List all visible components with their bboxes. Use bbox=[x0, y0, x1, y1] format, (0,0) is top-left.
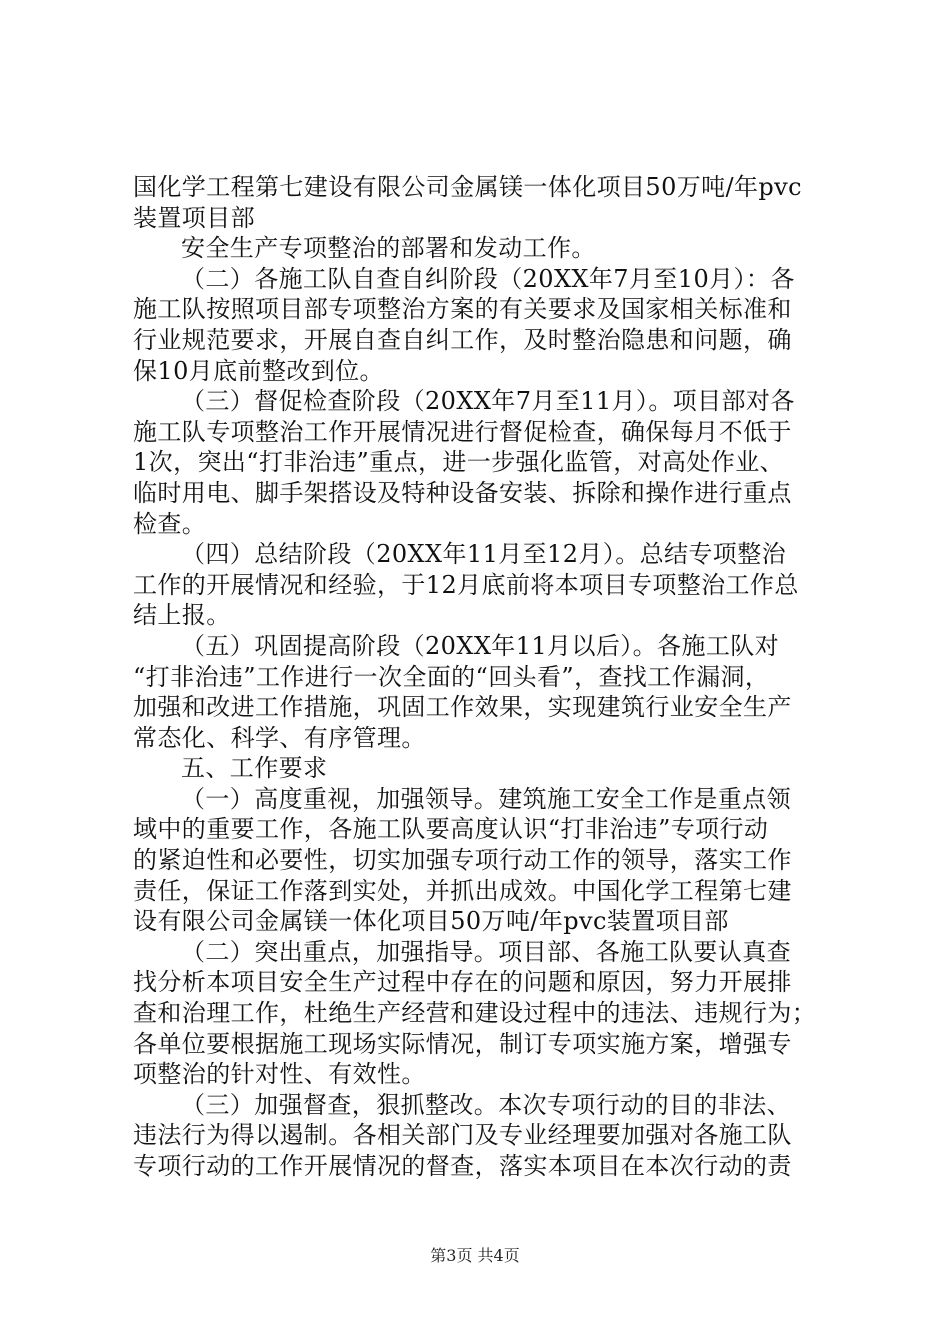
paragraph-line: （二）突出重点，加强指导。项目部、各施工队要认真查 bbox=[181, 937, 791, 966]
text-line: 设有限公司金属镁一体化项目50万吨/年pvc装置项目部 bbox=[133, 907, 729, 936]
text-line: 施工队按照项目部专项整治方案的有关要求及国家相关标准和 bbox=[133, 295, 792, 324]
text-line: 施工队专项整治工作开展情况进行督促检查，确保每月不低于 bbox=[133, 417, 792, 446]
text-line: 常态化、科学、有序管理。 bbox=[133, 723, 426, 752]
paragraph-line: （四）总结阶段（20XX年11月至12月）。总结专项整治 bbox=[181, 540, 786, 569]
text-line: 项整治的针对性、有效性。 bbox=[133, 1060, 426, 1089]
section-heading: 五、工作要求 bbox=[181, 754, 328, 783]
text-line: 工作的开展情况和经验，于12月底前将本项目专项整治工作总 bbox=[133, 570, 799, 599]
text-line: 国化学工程第七建设有限公司金属镁一体化项目50万吨/年pvc bbox=[133, 173, 802, 201]
text-line: 结上报。 bbox=[133, 601, 231, 630]
text-line: 加强和改进工作措施，巩固工作效果，实现建筑行业安全生产 bbox=[133, 693, 792, 722]
paragraph-line: （三）加强督查，狠抓整改。本次专项行动的目的非法、 bbox=[181, 1090, 791, 1119]
paragraph-line: （一）高度重视，加强领导。建筑施工安全工作是重点领 bbox=[181, 784, 791, 813]
paragraph-line: （三）督促检查阶段（20XX年7月至11月）。项目部对各 bbox=[181, 387, 795, 416]
document-body bbox=[133, 172, 823, 1182]
text-line: 保10月底前整改到位。 bbox=[133, 356, 384, 385]
text-line: 专项行动的工作开展情况的督查，落实本项目在本次行动的责 bbox=[133, 1152, 792, 1180]
text-line: “打非治违”工作进行一次全面的“回头看”，查找工作漏洞， bbox=[133, 662, 770, 691]
text-line: 行业规范要求，开展自查自纠工作，及时整治隐患和问题，确 bbox=[133, 325, 792, 354]
text-line: 1次，突出“打非治违”重点，进一步强化监管，对高处作业、 bbox=[133, 448, 785, 477]
text-line: 装置项目部 bbox=[133, 203, 255, 232]
text-line: 检查。 bbox=[133, 509, 207, 538]
text-line: 各单位要根据施工现场实际情况，制订专项实施方案，增强专 bbox=[133, 1029, 792, 1058]
page-number-footer: 第3页 共4页 bbox=[430, 1246, 520, 1265]
text-line: 域中的重要工作，各施工队要高度认识“打非治违”专项行动 bbox=[133, 815, 769, 844]
text-line: 的紧迫性和必要性，切实加强专项行动工作的领导，落实工作 bbox=[133, 846, 792, 875]
text-line: 违法行为得以遏制。各相关部门及专业经理要加强对各施工队 bbox=[133, 1121, 792, 1150]
paragraph-line: （二）各施工队自查自纠阶段（20XX年7月至10月）：各 bbox=[181, 264, 795, 293]
paragraph-line: 安全生产专项整治的部署和发动工作。 bbox=[181, 234, 596, 263]
text-line: 找分析本项目安全生产过程中存在的问题和原因，努力开展排 bbox=[133, 968, 792, 997]
text-line: 责任，保证工作落到实处，并抓出成效。中国化学工程第七建 bbox=[133, 876, 792, 905]
text-line: 查和治理工作，杜绝生产经营和建设过程中的违法、违规行为； bbox=[133, 999, 817, 1028]
text-line: 临时用电、脚手架搭设及特种设备安装、拆除和操作进行重点 bbox=[133, 478, 792, 507]
paragraph-line: （五）巩固提高阶段（20XX年11月以后）。各施工队对 bbox=[181, 631, 780, 660]
